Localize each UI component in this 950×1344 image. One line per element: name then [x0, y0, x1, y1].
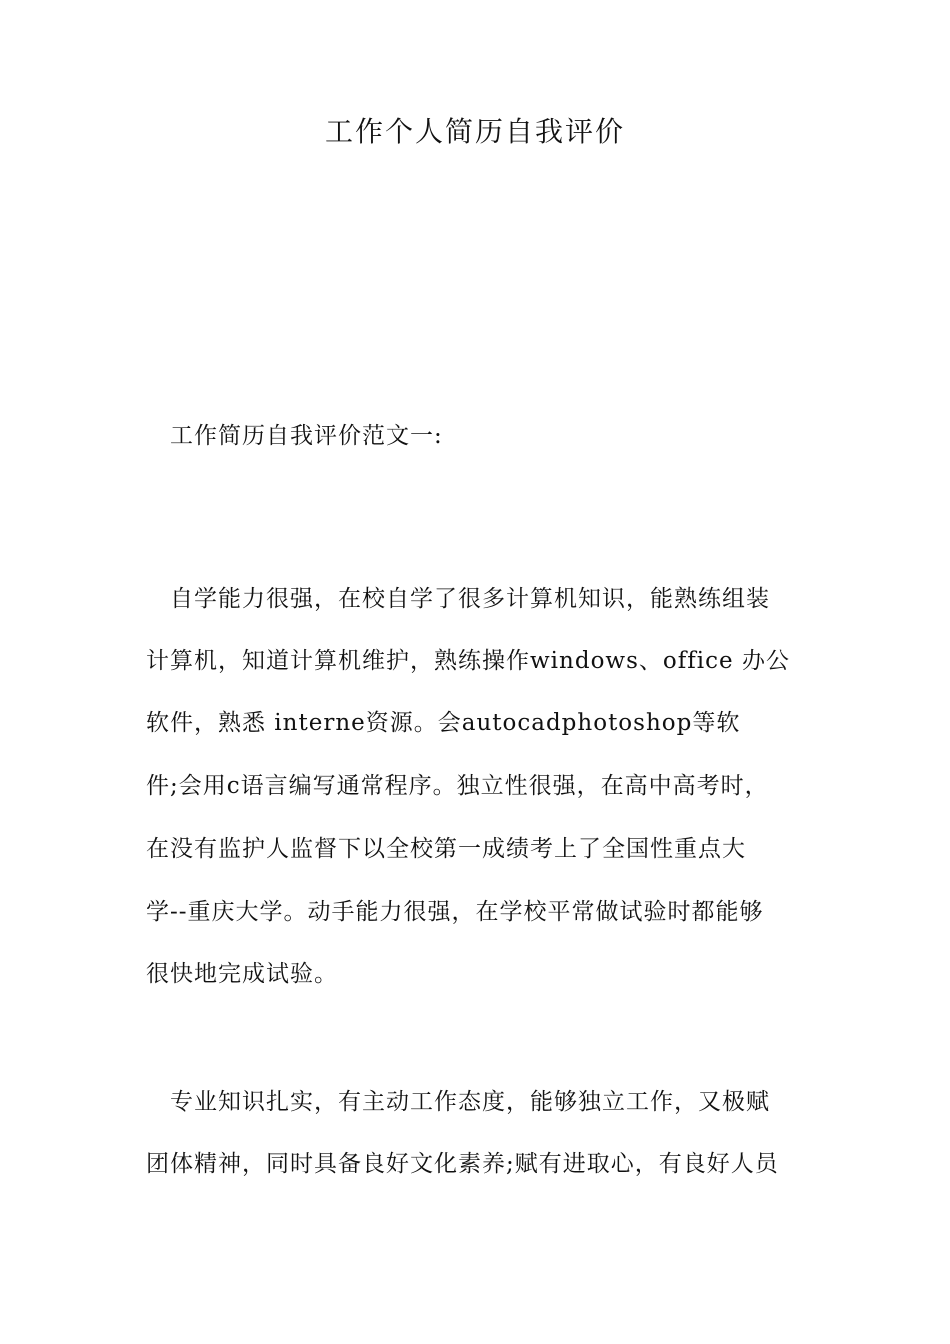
- paragraph-line: 在没有监护人监督下以全校第一成绩考上了全国性重点大: [146, 836, 746, 862]
- paragraph-line: 自学能力很强，在校自学了很多计算机知识，能熟练组装: [170, 586, 770, 612]
- section-heading: 工作简历自我评价范文一:: [170, 423, 443, 449]
- paragraph-line: 件;会用c语言编写通常程序。独立性很强，在高中高考时，: [146, 773, 769, 799]
- paragraph-line: 专业知识扎实，有主动工作态度，能够独立工作，又极赋: [170, 1089, 770, 1115]
- paragraph-line: 团体精神，同时具备良好文化素养;赋有进取心，有良好人员: [146, 1151, 779, 1177]
- paragraph-line: 软件，熟悉 interne资源。会autocadphotoshop等软: [146, 710, 741, 736]
- paragraph-line: 很快地完成试验。: [146, 961, 338, 987]
- page-title: 工作个人简历自我评价: [324, 115, 625, 148]
- paragraph-line: 学--重庆大学。动手能力很强，在学校平常做试验时都能够: [146, 899, 764, 925]
- paragraph-line: 计算机，知道计算机维护，熟练操作windows、office 办公: [146, 648, 790, 674]
